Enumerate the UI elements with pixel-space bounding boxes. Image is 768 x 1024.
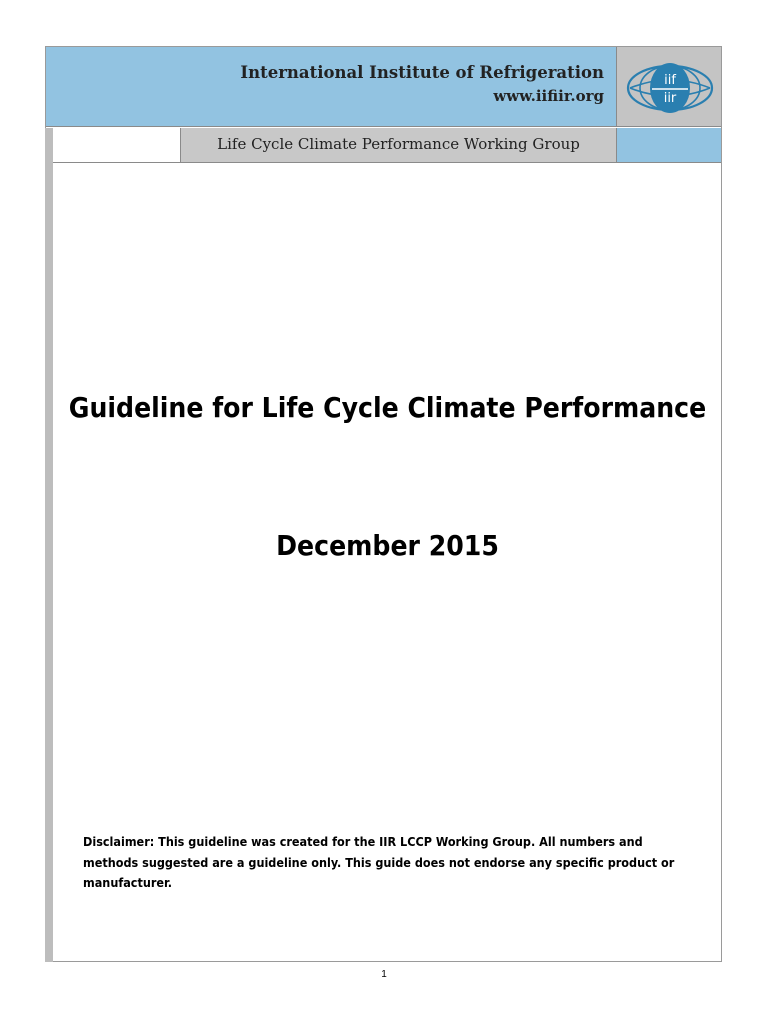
- logo-top-text: iif: [664, 73, 676, 88]
- page-number: 1: [381, 969, 387, 980]
- header-subrow-accent: [617, 128, 721, 163]
- header-subrow-spacer: [53, 128, 180, 163]
- working-group-name: Life Cycle Climate Performance Working Group: [217, 135, 580, 153]
- organization-name: International Institute of Refrigeration: [240, 63, 604, 82]
- working-group-banner: [180, 128, 617, 163]
- header-banner: [46, 47, 617, 127]
- left-margin-bar: [45, 128, 53, 962]
- page-frame: [45, 46, 722, 962]
- logo-container: [617, 47, 721, 127]
- organization-url: www.iifiir.org: [493, 87, 604, 105]
- document-date: December 2015: [276, 529, 499, 562]
- document-title: Guideline for Life Cycle Climate Performance: [68, 391, 707, 424]
- logo-bottom-text: iir: [663, 91, 677, 106]
- disclaimer-text: Disclaimer: This guideline was created for the IIR LCCP Working Group. All numbers and methods suggested are a guideline only. This guide does not endorse any specific product or manufacturer.: [83, 834, 675, 890]
- iif-iir-globe-logo-icon: [626, 60, 714, 116]
